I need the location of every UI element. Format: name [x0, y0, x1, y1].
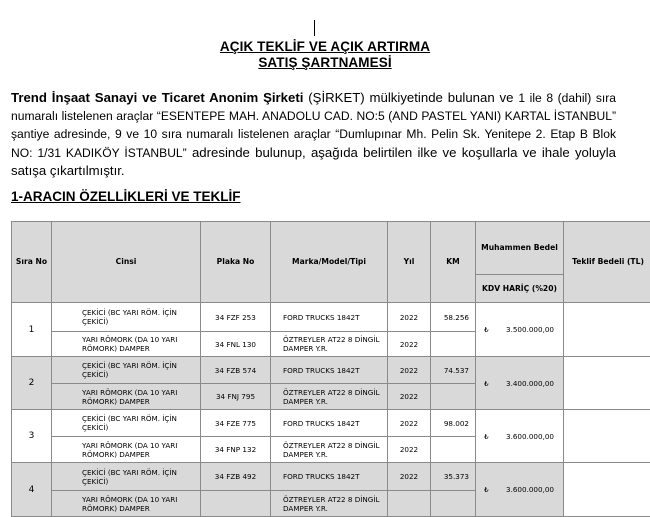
teklif-input-cell	[564, 357, 650, 410]
yil-cell: 2022	[388, 384, 431, 410]
section-heading: 1-ARACIN ÖZELLİKLERİ VE TEKLİF	[11, 189, 241, 204]
table-row	[12, 463, 650, 491]
header-teklif: Teklif Bedeli (TL)	[564, 222, 650, 303]
document-title: AÇIK TEKLİF VE AÇIK ARTIRMA	[0, 39, 650, 54]
bedel-value: 3.600.000,00	[506, 485, 554, 494]
document-subtitle: SATIŞ ŞARTNAMESİ	[0, 55, 650, 70]
km-cell: 35.373	[431, 463, 476, 491]
intro-text-3: adresinde bulunup, aşağıda belirtilen ilke ve koşullarla ve ihale yoluyla satışa çıkartılmıştır.	[11, 145, 616, 178]
cinsi-cell: ÇEKİCİ (BC YARI RÖM. İÇİN ÇEKİCİ)	[52, 357, 201, 384]
cinsi-cell: ÇEKİCİ (BC YARI RÖM. İÇİN ÇEKİCİ)	[52, 410, 201, 437]
plaka-cell: 34 FZE 775	[201, 410, 271, 437]
sira-cell: 1	[12, 303, 52, 357]
sira-cell: 2	[12, 357, 52, 410]
bedel-cell	[476, 303, 564, 357]
currency-symbol: ₺	[478, 379, 506, 388]
marka-cell: ÖZTREYLER AT22 8 DİNGİL DAMPER Y.R.	[271, 332, 388, 357]
yil-cell: 2022	[388, 332, 431, 357]
marka-cell: FORD TRUCKS 1842T	[271, 357, 388, 384]
intro-paragraph	[11, 89, 616, 180]
currency-symbol: ₺	[478, 325, 506, 334]
teklif-input-cell	[564, 463, 650, 517]
yil-cell: 2022	[388, 357, 431, 384]
plaka-cell	[201, 491, 271, 517]
currency-symbol: ₺	[478, 485, 506, 494]
cinsi-cell: YARI RÖMORK (DA 10 YARI RÖMORK) DAMPER	[52, 384, 201, 410]
teklif-input-cell	[564, 303, 650, 357]
km-cell: 98.002	[431, 410, 476, 437]
cinsi-cell: YARI RÖMORK (DA 10 YARI RÖMORK) DAMPER	[52, 332, 201, 357]
marka-cell: ÖZTREYLER AT22 8 DİNGİL DAMPER Y.R.	[271, 384, 388, 410]
table-row	[12, 357, 650, 384]
plaka-cell: 34 FNL 130	[201, 332, 271, 357]
vehicle-table	[11, 221, 650, 517]
plaka-cell: 34 FZB 492	[201, 463, 271, 491]
bedel-cell	[476, 463, 564, 517]
header-km: KM	[431, 222, 476, 303]
km-empty-cell	[431, 491, 476, 517]
yil-cell	[388, 491, 431, 517]
cinsi-cell: YARI RÖMORK (DA 10 YARI RÖMORK) DAMPER	[52, 437, 201, 463]
intro-text-2: 1 ile 8 (dahil) sıra numaralı listelenen araçlar “ESENTEPE MAH. ANADOLU CAD. NO:5 (AND PASTEL YANI) KARTAL İSTANBUL” şantiye adresinde, 9 ve 10 sıra numaralı listelenen araçlar “Dumlupınar Mh. Pelin Sk. Yenitepe 2. Etap B Blok NO: 1/31 KADIKÖY İSTANBUL”	[11, 91, 616, 160]
cinsi-cell: ÇEKİCİ (BC YARI RÖM. İÇİN ÇEKİCİ)	[52, 303, 201, 332]
yil-cell: 2022	[388, 437, 431, 463]
teklif-input-cell	[564, 410, 650, 463]
km-cell: 74.537	[431, 357, 476, 384]
marka-cell: ÖZTREYLER AT22 8 DİNGİL DAMPER Y.R.	[271, 437, 388, 463]
sira-cell: 3	[12, 410, 52, 463]
marka-cell: ÖZTREYLER AT22 8 DİNGİL DAMPER Y.R.	[271, 491, 388, 517]
yil-cell: 2022	[388, 303, 431, 332]
header-muhammen: Muhammen Bedel	[476, 222, 564, 275]
header-sira: Sıra No	[12, 222, 52, 303]
bedel-value: 3.600.000,00	[506, 432, 554, 441]
yil-cell: 2022	[388, 410, 431, 437]
intro-text-1: (ŞİRKET) mülkiyetinde bulunan ve	[303, 90, 518, 105]
text-cursor	[314, 20, 315, 36]
header-yil: Yıl	[388, 222, 431, 303]
bedel-cell	[476, 410, 564, 463]
marka-cell: FORD TRUCKS 1842T	[271, 463, 388, 491]
plaka-cell: 34 FZB 574	[201, 357, 271, 384]
yil-cell: 2022	[388, 463, 431, 491]
km-empty-cell	[431, 384, 476, 410]
km-empty-cell	[431, 437, 476, 463]
currency-symbol: ₺	[478, 432, 506, 441]
plaka-cell: 34 FZF 253	[201, 303, 271, 332]
bedel-value: 3.400.000,00	[506, 379, 554, 388]
marka-cell: FORD TRUCKS 1842T	[271, 410, 388, 437]
bedel-cell	[476, 357, 564, 410]
cinsi-cell: ÇEKİCİ (BC YARI RÖM. İÇİN ÇEKİCİ)	[52, 463, 201, 491]
header-plaka: Plaka No	[201, 222, 271, 303]
bedel-value: 3.500.000,00	[506, 325, 554, 334]
header-cinsi: Cinsi	[52, 222, 201, 303]
km-empty-cell	[431, 332, 476, 357]
header-kdv: KDV HARİÇ (%20)	[476, 275, 564, 303]
plaka-cell: 34 FNP 132	[201, 437, 271, 463]
table-row	[12, 303, 650, 332]
cinsi-cell: YARI RÖMORK (DA 10 YARI RÖMORK) DAMPER	[52, 491, 201, 517]
marka-cell: FORD TRUCKS 1842T	[271, 303, 388, 332]
company-name: Trend İnşaat Sanayi ve Ticaret Anonim Şirketi	[11, 90, 303, 105]
table-row	[12, 410, 650, 437]
header-marka: Marka/Model/Tipi	[271, 222, 388, 303]
plaka-cell: 34 FNJ 795	[201, 384, 271, 410]
sira-cell: 4	[12, 463, 52, 517]
km-cell: 58.256	[431, 303, 476, 332]
